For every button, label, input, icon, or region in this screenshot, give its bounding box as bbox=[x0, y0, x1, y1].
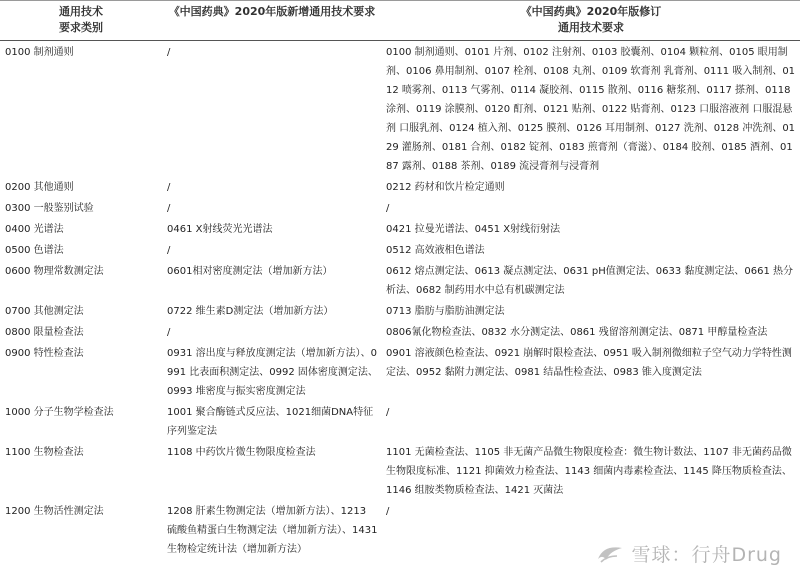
row-revised: 1101 无菌检查法、1105 非无菌产品微生物限度检查：微生物计数法、1107 非无菌药品微生物限度标准、1121 抑菌效力检查法、1143 细菌内毒素检查法、1145 降压物质检查法、1146 组胺类物质检查法、1421 灭菌法 bbox=[386, 447, 792, 496]
row-revised: 0713 脂肪与脂肪油测定法 bbox=[386, 306, 505, 317]
table-row bbox=[0, 342, 800, 401]
row-category: 0500 色谱法 bbox=[5, 245, 64, 256]
table-body bbox=[0, 41, 800, 560]
table-row bbox=[0, 401, 800, 441]
row-revised: 0421 拉曼光谱法、0451 X射线衍射法 bbox=[386, 224, 561, 235]
row-category: 0900 特性检查法 bbox=[5, 348, 84, 359]
table-row bbox=[0, 441, 800, 500]
row-category: 0300 一般鉴别试验 bbox=[5, 203, 94, 214]
row-added: / bbox=[167, 327, 171, 338]
header-row bbox=[0, 1, 800, 41]
header-added-text: 《中国药典》2020年版新增通用技术要求 bbox=[168, 5, 376, 18]
row-added: 1001 聚合酶链式反应法、1021细菌DNA特征序列鉴定法 bbox=[167, 407, 374, 437]
table-row bbox=[0, 321, 800, 342]
table-row bbox=[0, 260, 800, 300]
watermark bbox=[595, 540, 782, 567]
header-category bbox=[0, 1, 162, 41]
row-category: 0100 制剂通则 bbox=[5, 47, 74, 58]
row-revised: 0806氰化物检查法、0832 水分测定法、0861 残留溶剂测定法、0871 甲醇量检查法 bbox=[386, 327, 768, 338]
row-category: 1200 生物活性测定法 bbox=[5, 506, 104, 517]
row-added: / bbox=[167, 47, 171, 58]
row-category: 1100 生物检查法 bbox=[5, 447, 84, 458]
row-category: 0600 物理常数测定法 bbox=[5, 266, 104, 277]
table-row bbox=[0, 176, 800, 197]
header-category-line1: 通用技术 bbox=[59, 5, 103, 18]
row-revised: / bbox=[386, 506, 390, 517]
header-revised bbox=[382, 1, 800, 41]
row-added: 0931 溶出度与释放度测定法（增加新方法）、0991 比表面积测定法、0992 固体密度测定法、0993 堆密度与振实密度测定法 bbox=[167, 348, 378, 397]
snowball-logo-icon bbox=[595, 543, 625, 565]
row-revised: / bbox=[386, 407, 390, 418]
row-category: 0400 光谱法 bbox=[5, 224, 64, 235]
row-revised: 0212 药材和饮片检定通则 bbox=[386, 182, 505, 193]
row-added: / bbox=[167, 182, 171, 193]
row-added: / bbox=[167, 245, 171, 256]
table-header bbox=[0, 1, 800, 41]
row-revised: 0512 高效液相色谱法 bbox=[386, 245, 485, 256]
row-added: 1208 肝素生物测定法（增加新方法）、1213 硫酸鱼精蛋白生物测定法（增加新方法）、1431 生物检定统计法（增加新方法） bbox=[167, 506, 378, 555]
header-revised-line2: 通用技术要求 bbox=[558, 21, 624, 34]
row-category: 1000 分子生物学检查法 bbox=[5, 407, 114, 418]
row-category: 0700 其他测定法 bbox=[5, 306, 84, 317]
row-revised: 0100 制剂通则、0101 片剂、0102 注射剂、0103 胶囊剂、0104 颗粒剂、0105 眼用制剂、0106 鼻用制剂、0107 栓剂、0108 丸剂、0109 软膏剂 乳膏剂、0111 吸入制剂、0112 喷雾剂、0113 气雾剂、0114 凝胶剂、0115 散剂、0116 糖浆剂、0117 搽剂、0118 涂剂、0119 涂膜剂、0120 酊剂、0121 贴剂、0122 贴膏剂、0123 口服溶液剂 口服混悬剂 口服乳剂、0124 植入剂、0125 膜剂、0126 耳用制剂、0127 洗剂、0128 冲洗剂、0129 灌肠剂、0181 合剂、0182 锭剂、0183 煎膏剂（膏滋）、0184 胶剂、0185 酒剂、0187 露剂、0188 茶剂、0189 流浸膏剂与浸膏剂 bbox=[386, 47, 796, 172]
row-added: 0601相对密度测定法（增加新方法） bbox=[167, 266, 333, 277]
header-added bbox=[162, 1, 382, 41]
row-category: 0200 其他通则 bbox=[5, 182, 74, 193]
row-added: / bbox=[167, 203, 171, 214]
table-row bbox=[0, 300, 800, 321]
watermark-text: 雪球：行舟Drug bbox=[631, 544, 782, 566]
table-row bbox=[0, 218, 800, 239]
header-category-line2: 要求类别 bbox=[59, 21, 103, 34]
header-revised-line1: 《中国药典》2020年版修订 bbox=[520, 5, 662, 18]
row-revised: 0901 溶液颜色检查法、0921 崩解时限检查法、0951 吸入制剂微细粒子空气动力学特性测定法、0952 黏附力测定法、0981 结晶性检查法、0983 锥入度测定法 bbox=[386, 348, 792, 378]
row-added: 0722 维生素D测定法（增加新方法） bbox=[167, 306, 334, 317]
row-added: 1108 中药饮片微生物限度检查法 bbox=[167, 447, 316, 458]
table-row bbox=[0, 41, 800, 177]
row-category: 0800 限量检查法 bbox=[5, 327, 84, 338]
row-revised: 0612 熔点测定法、0613 凝点测定法、0631 pH值测定法、0633 黏度测定法、0661 热分析法、0682 制药用水中总有机碳测定法 bbox=[386, 266, 794, 296]
table-row bbox=[0, 197, 800, 218]
row-added: 0461 X射线荧光光谱法 bbox=[167, 224, 273, 235]
row-revised: / bbox=[386, 203, 390, 214]
table-row bbox=[0, 239, 800, 260]
